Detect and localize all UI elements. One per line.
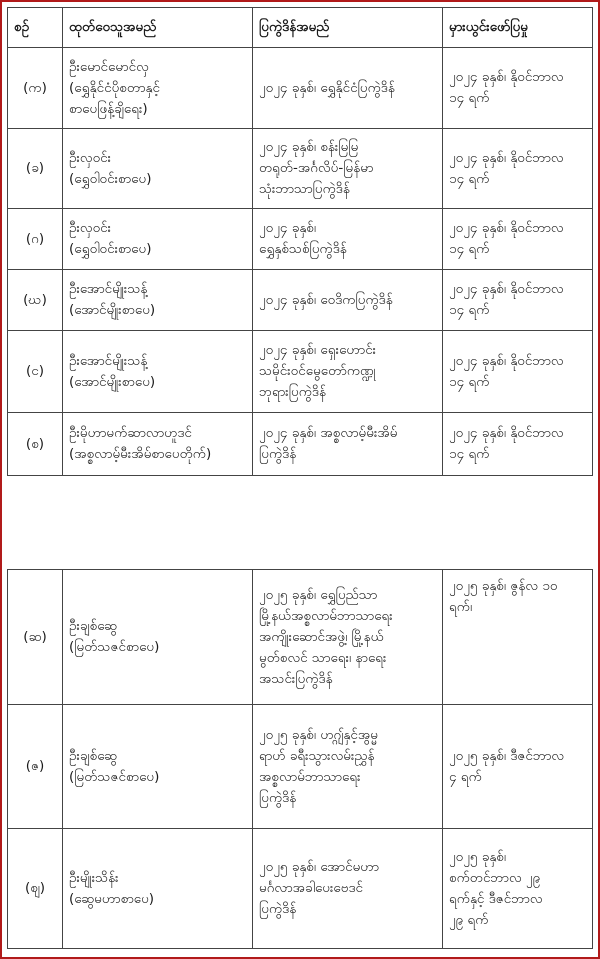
error-line: ၁၄ ရက် (449, 373, 490, 390)
error-cell (443, 48, 593, 129)
table-row (8, 570, 593, 705)
title-cell (253, 570, 443, 705)
publisher-cell (63, 413, 253, 476)
title-cell (253, 705, 443, 829)
error-line: ၂၀၂၄ ခုနှစ်၊ နိုဝင်ဘာလ (449, 281, 564, 297)
error-line: ၂၀၂၅ ခုနှစ်၊ ဇွန်လ ၁၀ (449, 578, 558, 594)
header-title: ပြကွဲဒိန်အမည် (253, 8, 443, 48)
publisher-cell (63, 129, 253, 209)
row-number: (ဃ) (8, 270, 63, 331)
error-line: ၁၄ ရက် (449, 90, 490, 106)
title-cell (253, 209, 443, 270)
publisher-line: (အစ္စလာမ့်မီးအိမ်စာပေတိုက်) (69, 446, 212, 462)
publisher-line: ဦးလှဝင်း (69, 149, 112, 166)
title-line: အကျိုးဆောင်အဖွဲ့၊ မြို့နယ် (259, 628, 384, 645)
title-line: ၂၀၂၅ ခုနှစ်၊ အောင်မဟာ (259, 859, 380, 875)
title-line: မွတ်စလင် သာရေး၊ နာရေး (259, 649, 387, 666)
row-number: (ဇ) (8, 705, 63, 829)
error-cell (443, 129, 593, 209)
title-cell (253, 331, 443, 413)
error-line: စက်တင်ဘာလ ၂၉ (449, 869, 541, 886)
header-publisher: ထုတ်ဝေသူအမည် (63, 8, 253, 48)
publisher-cell (63, 270, 253, 331)
publisher-line: စာပေဖြန့်ချိရေး) (69, 100, 148, 117)
title-line: ၂၀၂၄ ခုနှစ်၊ အစ္စလာမ့်မီးအိမ် (259, 425, 398, 441)
publisher-cell (63, 331, 253, 413)
title-line: ဘုရားပြကွဲဒိန် (259, 384, 326, 400)
title-line: ပြကွဲဒိန် (259, 789, 297, 806)
table-row (8, 48, 593, 129)
title-line: ၂၀၂၄ ခုနှစ်၊ ဝေဒိကပြကွဲဒိန် (259, 291, 393, 308)
error-line: ၂၀၂၅ ခုနှစ်၊ (449, 848, 507, 865)
title-line: ပြကွဲဒိန် (259, 446, 297, 462)
title-line: မြို့နယ်အစ္စလာမ်ဘာသာရေး (259, 607, 393, 624)
error-line: ၂၀၂၄ ခုနှစ်၊ နိုဝင်ဘာလ (449, 352, 564, 369)
error-line: ၁၄ ရက် (449, 302, 490, 318)
publisher-cell (63, 829, 253, 949)
title-line: ၂၀၂၄ ခုနှစ်၊ ရွှေနိုင်ငံပြကွဲဒိန် (259, 79, 395, 96)
error-cell (443, 270, 593, 331)
error-cell (443, 829, 593, 949)
row-number: (ဆ) (8, 570, 63, 705)
table-row (8, 413, 593, 476)
table-row (8, 129, 593, 209)
error-line: ၂၉ ရက် (449, 911, 489, 928)
title-line: ၂၀၂၄ ခုနှစ်၊ ရှေးဟောင်း (259, 342, 377, 358)
publisher-cell (63, 48, 253, 129)
publisher-line: (မြတ်သဇင်စာပေ) (69, 639, 160, 655)
title-line: အစ္စလာမ်ဘာသာရေး (259, 768, 361, 785)
error-line: ရက်နှင့် ဒီဇင်ဘာလ (449, 890, 543, 907)
table-row (8, 331, 593, 413)
publisher-line: (ရွှေနိုင်ငံပိုစတာနှင့် (69, 79, 161, 96)
publisher-line: (အောင်မျိုးစာပေ) (69, 302, 156, 318)
publisher-cell (63, 209, 253, 270)
publisher-line: ဦးချစ်ဆွေ (69, 618, 118, 634)
title-line: ၂၀၂၅ ခုနှစ်၊ ရွှေပြည်သာ (259, 586, 378, 603)
title-cell (253, 829, 443, 949)
title-line: သုံးဘာသာပြကွဲဒိန် (259, 181, 350, 197)
error-line: ၂၀၂၄ ခုနှစ်၊ နိုဝင်ဘာလ (449, 149, 564, 166)
publisher-line: ဦးမျိုးသိန်း (69, 869, 119, 886)
title-cell (253, 270, 443, 331)
table-row (8, 270, 593, 331)
publisher-line: (မြတ်သဇင်စာပေ) (69, 768, 160, 785)
publisher-line: ဦးလှဝင်း (69, 220, 112, 236)
publisher-line: (ရွှေဝါဝင်းစာပေ) (69, 241, 152, 257)
row-number: (စ) (8, 413, 63, 476)
title-line: ရာဟ် ခရီးသွားလမ်းညွှန် (259, 747, 375, 764)
table-row (8, 705, 593, 829)
error-line: ၂၀၂၄ ခုနှစ်၊ နိုဝင်ဘာလ (449, 425, 564, 441)
publisher-line: ဦးချစ်ဆွေ (69, 747, 118, 764)
row-number: (င) (8, 331, 63, 413)
error-line: ၂၀၂၅ ခုနှစ်၊ ဒီဇင်ဘာလ (449, 747, 565, 764)
header-no: စဉ် (8, 8, 63, 48)
error-cell (443, 413, 593, 476)
title-line: ရွှေနှစ်သစ်ပြကွဲဒိန် (259, 241, 347, 257)
error-line: ရက်၊ (449, 599, 473, 615)
title-line: အသင်းပြကွဲဒိန် (259, 670, 333, 687)
error-cell (443, 209, 593, 270)
error-line: ၂၀၂၄ ခုနှစ်၊ နိုဝင်ဘာလ (449, 220, 564, 236)
error-line: ၂၀၂၄ ခုနှစ်၊ နိုဝင်ဘာလ (449, 69, 564, 85)
error-line: ၁၄ ရက် (449, 446, 490, 462)
title-line: တရုတ်-အင်္ဂလိပ်-မြန်မာ (259, 160, 374, 176)
title-line: မင်္ဂလာအခါပေးဗေဒင် (259, 880, 363, 896)
header-error: မှားယွင်းဖော်ပြမှု (443, 8, 593, 48)
errors-table-2 (7, 569, 593, 949)
error-cell (443, 331, 593, 413)
error-cell (443, 570, 593, 705)
publisher-line: (ဆွေမဟာစာပေ) (69, 890, 155, 907)
errors-table-1 (7, 7, 593, 476)
row-number: (ဈ) (8, 829, 63, 949)
publisher-cell (63, 705, 253, 829)
row-number: (ဂ) (8, 209, 63, 270)
title-line: ၂၀၂၅ ခုနှစ်၊ ဟဂ္ဂျ်နှင့်အွမ္မ (259, 726, 378, 743)
table-row (8, 209, 593, 270)
error-line: ၁၄ ရက် (449, 241, 490, 257)
title-line: ၂၀၂၄ ခုနှစ်၊ စန်းမြမြ (259, 139, 359, 155)
publisher-line: ဦးမောင်မောင်လှ (69, 58, 149, 75)
error-line: ၁၄ ရက် (449, 170, 490, 187)
title-cell (253, 129, 443, 209)
title-line: ပြကွဲဒိန် (259, 901, 297, 917)
publisher-line: (ရွှေဝါဝင်းစာပေ) (69, 170, 152, 187)
table-row (8, 829, 593, 949)
title-cell (253, 48, 443, 129)
title-line: သမိုင်းဝင်မွေတော်ကဏ္ဍု (259, 363, 376, 379)
publisher-cell (63, 570, 253, 705)
publisher-line: ဦးအောင်မျိုးသန့် (69, 352, 148, 369)
publisher-line: (အောင်မျိုးစာပေ) (69, 373, 156, 390)
publisher-line: ဦးမိုဟာမက်ဆာလာဟူဒင် (69, 425, 192, 441)
row-number: (ခ) (8, 129, 63, 209)
publisher-line: ဦးအောင်မျိုးသန့် (69, 281, 148, 297)
title-cell (253, 413, 443, 476)
row-number: (က) (8, 48, 63, 129)
error-line: ၄ ရက် (449, 768, 482, 785)
header-row (8, 8, 593, 48)
error-cell (443, 705, 593, 829)
title-line: ၂၀၂၄ ခုနှစ်၊ (259, 220, 317, 236)
